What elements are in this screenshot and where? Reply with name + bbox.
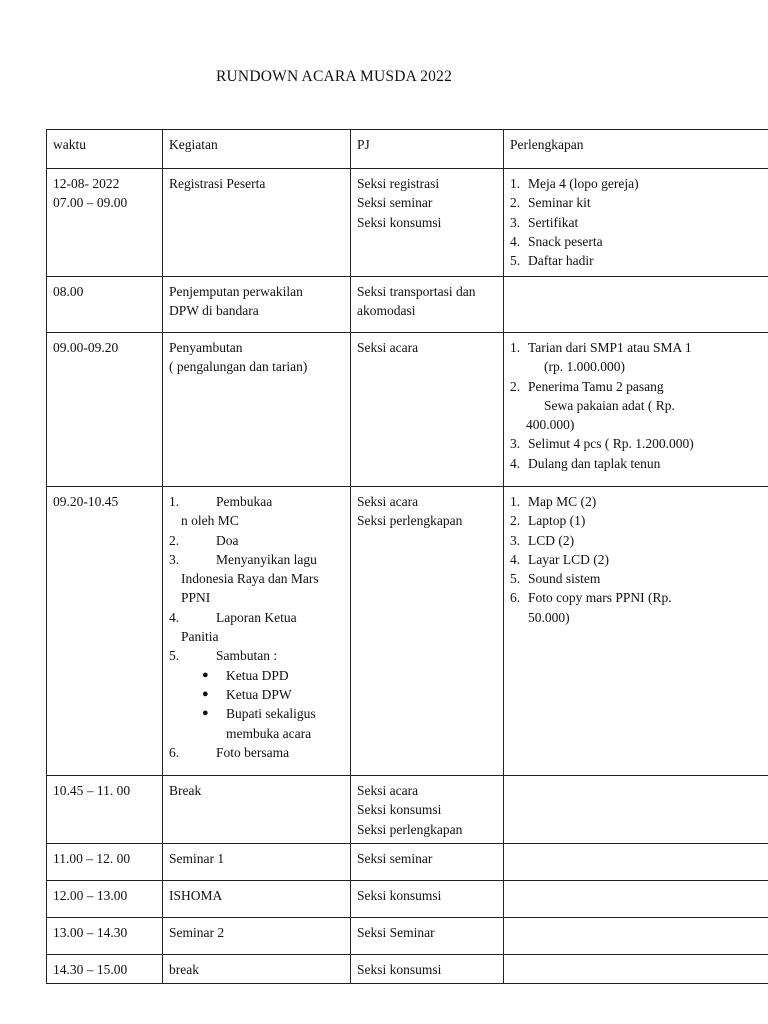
- pj-line: Seksi acara: [357, 783, 419, 798]
- table-row: [47, 487, 768, 776]
- cell-pj: Seksi seminar: [351, 843, 504, 880]
- kegiatan-line: Penyambutan: [169, 340, 243, 355]
- cell-waktu: 09.00-09.20: [47, 333, 163, 487]
- table-row: [47, 880, 768, 917]
- table-row: [47, 169, 768, 277]
- cell-waktu: 08.00: [47, 277, 163, 333]
- kegiatan-line: ( pengalungan dan tarian): [169, 359, 308, 375]
- header-waktu: waktu: [47, 130, 163, 169]
- table-row: [47, 843, 768, 880]
- list-item: 1. Meja 4 (lopo gereja): [510, 176, 639, 191]
- pj-line: Seksi perlengkapan: [357, 821, 463, 837]
- bullet-item: ● Ketua DPD: [169, 666, 344, 685]
- cell-perlengkapan: [504, 333, 768, 487]
- list-item: 4. Laporan Ketua: [169, 609, 297, 625]
- cell-perlengkapan: [504, 277, 768, 333]
- cell-waktu: 09.20-10.45: [47, 487, 163, 776]
- cell-kegiatan: Registrasi Peserta: [163, 169, 351, 277]
- list-item: 3. Menyanyikan lagu: [169, 551, 317, 567]
- cell-perlengkapan: [504, 169, 768, 277]
- cell-waktu: 14.30 – 15.00: [47, 954, 163, 983]
- cell-kegiatan: [163, 277, 351, 333]
- cell-kegiatan: Seminar 2: [163, 917, 351, 954]
- bullet-item: ● Ketua DPW: [169, 685, 344, 704]
- table-row: [47, 776, 768, 844]
- cell-waktu: [47, 169, 163, 277]
- list-item: 4. Dulang dan taplak tenun: [510, 455, 661, 471]
- cell-perlengkapan: [504, 843, 768, 880]
- pj-line: Seksi konsumsi: [357, 802, 442, 818]
- list-item: 5. Sambutan :: [169, 648, 278, 664]
- waktu-date: 12-08- 2022: [53, 176, 120, 191]
- cell-pj: Seksi Seminar: [351, 917, 504, 954]
- pj-line: Seksi transportasi dan: [357, 284, 476, 299]
- pj-line: Seksi registrasi: [357, 176, 440, 191]
- bullet-icon: ●: [202, 668, 209, 681]
- cell-perlengkapan: [504, 776, 768, 844]
- cell-kegiatan: [163, 333, 351, 487]
- cell-kegiatan: ISHOMA: [163, 880, 351, 917]
- list-item: 3. Sertifikat: [510, 214, 579, 230]
- list-item: 1. Map MC (2): [510, 494, 597, 509]
- list-item: 2. Doa: [169, 532, 239, 548]
- cell-kegiatan: Break: [163, 776, 351, 844]
- header-pj: PJ: [351, 130, 504, 169]
- cell-perlengkapan: [504, 917, 768, 954]
- header-perlengkapan: Perlengkapan: [504, 130, 768, 169]
- cell-waktu: 10.45 – 11. 00: [47, 776, 163, 844]
- cell-pj: [351, 169, 504, 277]
- pj-line: akomodasi: [357, 303, 416, 319]
- list-item: 1. Pembukaa: [169, 494, 273, 509]
- pj-line: Seksi perlengkapan: [357, 513, 463, 529]
- list-item: 5. Sound sistem: [510, 571, 601, 587]
- cell-waktu: 13.00 – 14.30: [47, 917, 163, 954]
- list-item: 2. Laptop (1): [510, 513, 586, 529]
- kegiatan-line: Penjemputan perwakilan: [169, 284, 303, 299]
- cell-pj: Seksi konsumsi: [351, 880, 504, 917]
- list-item: 3. Selimut 4 pcs ( Rp. 1.200.000): [510, 436, 694, 452]
- cell-pj: Seksi konsumsi: [351, 954, 504, 983]
- rundown-table: [46, 129, 768, 984]
- pj-line: Seksi konsumsi: [357, 214, 442, 230]
- cell-kegiatan: 1. Pembukaa n oleh MC 2. Doa 3. Menyanyikan lagu Indonesia Raya dan Mars PPNI 4. Laporan Ketua Panitia 5. Sambutan : ● Ketua DPD ● Ketua DPW ● Bupati sekaligus membuka acara 6. Foto bersama: [163, 487, 351, 776]
- table-row: [47, 277, 768, 333]
- list-item: 4. Snack peserta: [510, 233, 603, 249]
- bullet-icon: ●: [202, 707, 209, 720]
- cell-pj: [351, 277, 504, 333]
- bullet-item: ● Bupati sekaligus: [169, 704, 344, 723]
- cell-kegiatan: break: [163, 954, 351, 983]
- list-item: 6. Foto bersama: [169, 744, 290, 760]
- kegiatan-line: DPW di bandara: [169, 303, 259, 319]
- table-header-row: [47, 130, 768, 169]
- list-item: 2. Penerima Tamu 2 pasang Sewa pakaian adat ( Rp. 400.000): [510, 378, 675, 433]
- cell-pj: Seksi acara: [351, 333, 504, 487]
- list-item: 6. Foto copy mars PPNI (Rp. 50.000): [510, 590, 672, 625]
- cell-perlengkapan: [504, 954, 768, 983]
- cell-kegiatan: Seminar 1: [163, 843, 351, 880]
- list-item: 4. Layar LCD (2): [510, 551, 609, 567]
- table-row: [47, 954, 768, 983]
- cell-perlengkapan: [504, 487, 768, 776]
- list-item: 5. Daftar hadir: [510, 253, 594, 269]
- table-row: [47, 917, 768, 954]
- pj-line: Seksi acara: [357, 494, 419, 509]
- list-item: 1. Tarian dari SMP1 atau SMA 1 (rp. 1.000.000): [510, 340, 692, 375]
- header-kegiatan: Kegiatan: [163, 130, 351, 169]
- list-item: 3. LCD (2): [510, 532, 575, 548]
- cell-pj: [351, 776, 504, 844]
- pj-line: Seksi seminar: [357, 195, 433, 211]
- table-row: [47, 333, 768, 487]
- list-item: 2. Seminar kit: [510, 195, 591, 211]
- cell-waktu: 11.00 – 12. 00: [47, 843, 163, 880]
- cell-perlengkapan: [504, 880, 768, 917]
- document-title: RUNDOWN ACARA MUSDA 2022: [216, 68, 453, 85]
- waktu-time: 07.00 – 09.00: [53, 195, 128, 211]
- bullet-icon: ●: [202, 687, 209, 700]
- cell-waktu: 12.00 – 13.00: [47, 880, 163, 917]
- cell-pj: [351, 487, 504, 776]
